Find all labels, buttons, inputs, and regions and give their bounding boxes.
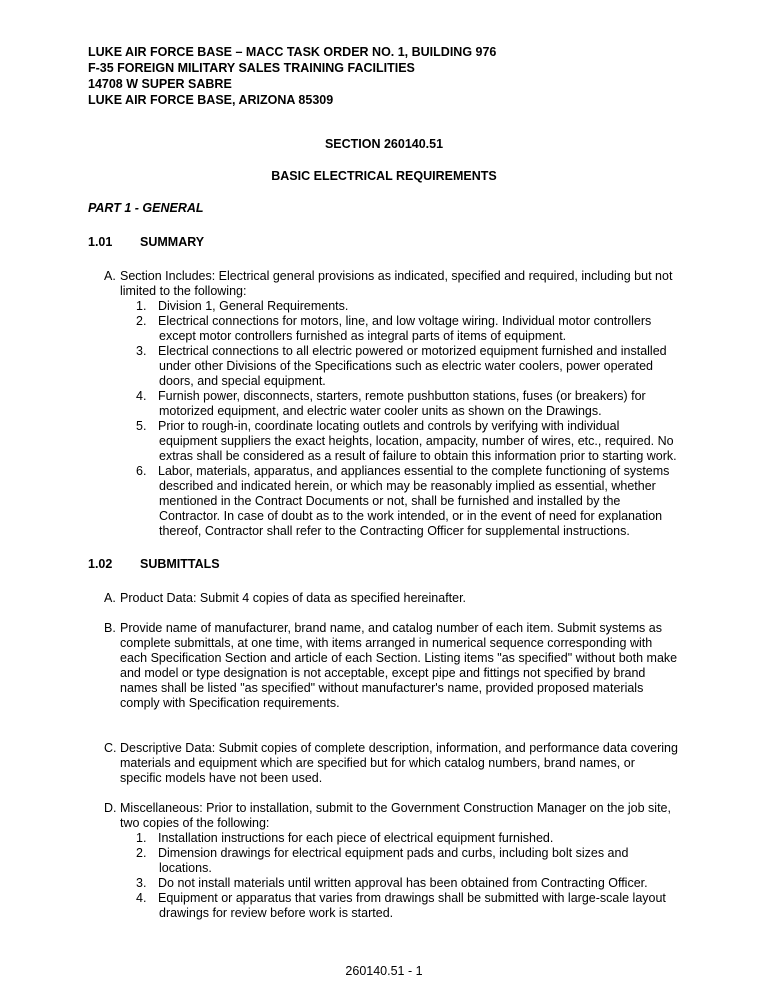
list-item-text: Do not install materials until written approval has been obtained from Contracting Officer. (158, 876, 648, 890)
header-line-3: 14708 W SUPER SABRE (88, 77, 232, 91)
document-header (88, 44, 496, 108)
list-item (120, 344, 678, 389)
article-number: 1.01 (88, 235, 113, 249)
list-item-number: 1. (136, 831, 147, 845)
paragraph-letter: A. (104, 269, 116, 283)
list-item-number: 2. (136, 846, 147, 860)
list-item (120, 464, 678, 539)
paragraph-text: Miscellaneous: Prior to installation, submit to the Government Construction Manager on the job site, two copies of the following: (120, 801, 671, 830)
article-title: SUBMITTALS (140, 557, 220, 571)
list-item-number: 3. (136, 344, 147, 358)
header-line-4: LUKE AIR FORCE BASE, ARIZONA 85309 (88, 93, 334, 107)
section-title: BASIC ELECTRICAL REQUIREMENTS (271, 169, 497, 183)
paragraph-text: Descriptive Data: Submit copies of complete description, information, and performance data covering materials and equipment which are specified but for which catalog numbers, brand names, or specific models have not been used. (120, 741, 678, 785)
list-item-text: Division 1, General Requirements. (158, 299, 349, 313)
list-item-number: 6. (136, 464, 147, 478)
list-item-text: Installation instructions for each piece of electrical equipment furnished. (158, 831, 554, 845)
paragraph-letter: B. (104, 621, 116, 635)
list-item (120, 314, 678, 344)
paragraph-c (104, 741, 678, 786)
paragraph-a (104, 269, 678, 539)
list-item-text: Equipment or apparatus that varies from drawings shall be submitted with large-scale layout drawings for review before work is started. (158, 891, 666, 920)
list-item (120, 831, 678, 846)
header-line-1: LUKE AIR FORCE BASE – MACC TASK ORDER NO. 1, BUILDING 976 (88, 45, 497, 59)
paragraph-b (104, 621, 678, 711)
paragraph-text: Provide name of manufacturer, brand name, and catalog number of each item. Submit systems as complete submittals, at one time, with items arranged in numerical sequence corresponding with each Specification Section and article of each Section. Listing items "as specified" without both make and model or type designation is not acceptable, except pipe and fittings not specified by brand names shall be listed "as specified" without manufacturer's name, provided proposed materials comply with Specification requirements. (120, 621, 678, 710)
numbered-list (120, 299, 678, 539)
list-item-text: Labor, materials, apparatus, and appliances essential to the complete functioning of systems described and indicated herein, or which may be reasonably implied as essential, whether mentioned in the Contract Documents or not, shall be furnished and installed by the Contractor. In case of doubt as to the work intended, or in the event of need for explanation thereof, Contractor shall refer to the Contracting Officer for supplemental instructions. (158, 464, 670, 538)
list-item-text: Dimension drawings for electrical equipment pads and curbs, including bolt sizes and locations. (158, 846, 629, 875)
paragraph-letter: D. (104, 801, 117, 815)
part-title: PART 1 - GENERAL (88, 201, 204, 215)
article-title: SUMMARY (140, 235, 205, 249)
paragraph-text: Section Includes: Electrical general provisions as indicated, specified and required, including but not limited to the following: (120, 269, 673, 298)
paragraph-d (104, 801, 678, 921)
paragraph-letter: C. (104, 741, 117, 755)
page-number: 260140.51 - 1 (345, 964, 423, 978)
list-item-number: 3. (136, 876, 147, 890)
numbered-list (120, 831, 678, 921)
list-item-text: Electrical connections to all electric powered or motorized equipment furnished and installed under other Divisions of the Specifications such as electric water coolers, power operated doors, and special equipment. (158, 344, 667, 388)
list-item-text: Prior to rough-in, coordinate locating outlets and controls by verifying with individual equipment suppliers the exact heights, location, ampacity, number of wires, etc., required. No extras shall be considered as a result of failure to obtain this information prior to starting work. (158, 419, 677, 463)
paragraph-letter: A. (104, 591, 116, 605)
list-item-number: 4. (136, 389, 147, 403)
list-item (120, 891, 678, 921)
list-item-text: Electrical connections for motors, line, and low voltage wiring. Individual motor controllers except motor controllers furnished as integral parts of items of equipment. (158, 314, 652, 343)
list-item-number: 4. (136, 891, 147, 905)
paragraph-text: Product Data: Submit 4 copies of data as specified hereinafter. (120, 591, 467, 605)
section-number: SECTION 260140.51 (324, 137, 444, 151)
list-item (120, 299, 678, 314)
list-item-text: Furnish power, disconnects, starters, remote pushbutton stations, fuses (or breakers) for motorized equipment, and electric water cooler units as shown on the Drawings. (158, 389, 646, 418)
list-item (120, 876, 678, 891)
list-item (120, 846, 678, 876)
header-line-2: F-35 FOREIGN MILITARY SALES TRAINING FACILITIES (88, 61, 415, 75)
article-number: 1.02 (88, 557, 113, 571)
paragraph-a (104, 591, 678, 606)
list-item-number: 2. (136, 314, 147, 328)
list-item-number: 1. (136, 299, 147, 313)
list-item (120, 419, 678, 464)
list-item-number: 5. (136, 419, 147, 433)
list-item (120, 389, 678, 419)
